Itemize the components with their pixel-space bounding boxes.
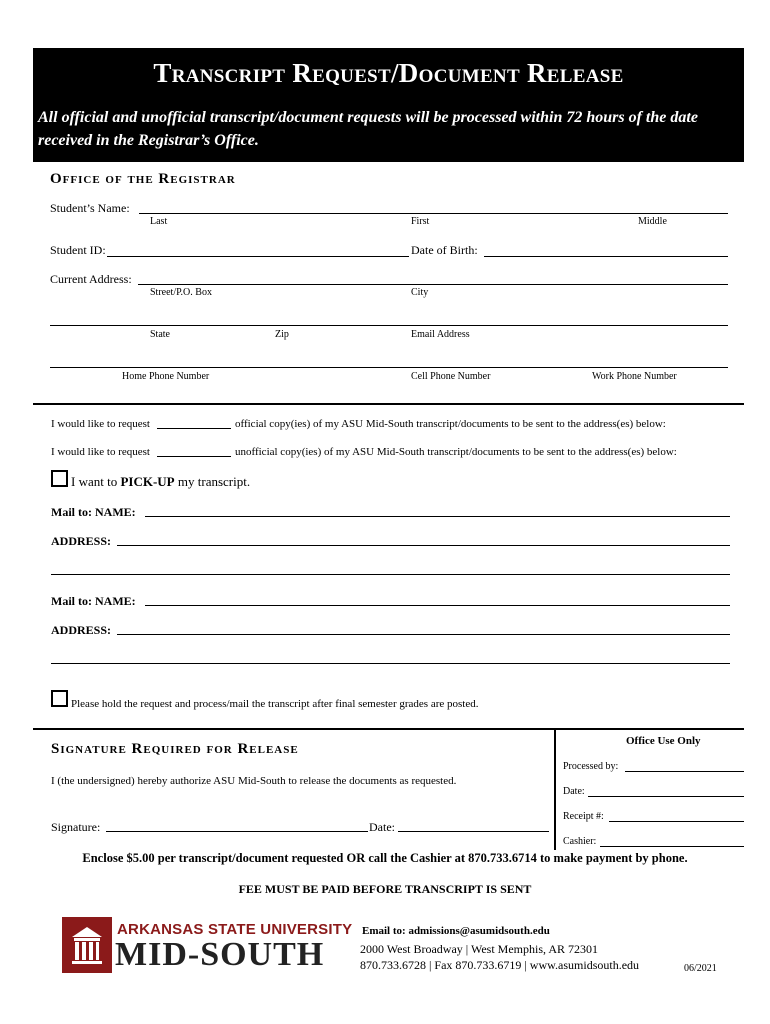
mail-name-field-2[interactable] <box>145 605 730 606</box>
signature-field[interactable] <box>106 831 368 832</box>
university-logo-icon <box>62 917 112 973</box>
form-title: Transcript Request/Document Release <box>153 58 624 88</box>
form-subtitle: All official and unofficial transcript/document requests will be processed within 72 hours of the date received in the Registrar’s Office. <box>38 109 698 149</box>
first-label: First <box>411 216 430 227</box>
last-label: Last <box>150 216 168 227</box>
office-date-field[interactable] <box>588 796 744 797</box>
pickup-post: my transcript. <box>177 474 251 489</box>
address-label: Current Address: <box>50 272 132 286</box>
processed-field[interactable] <box>625 771 744 772</box>
receipt-label: Receipt #: <box>563 811 604 822</box>
logo-line2: MID-SOUTH <box>115 936 325 973</box>
official-prefix: I would like to request <box>51 418 150 430</box>
unofficial-suffix: unofficial copy(ies) of my ASU Mid-South transcript/documents to be sent to the address(es) below: <box>235 446 677 458</box>
pickup-label <box>71 474 250 490</box>
pickup-bold: PICK-UP <box>120 474 175 489</box>
form-date: 06/2021 <box>684 963 717 974</box>
mail-name-field-1[interactable] <box>145 516 730 517</box>
student-name-field[interactable] <box>139 213 728 214</box>
email-line[interactable]: Email to: admissions@asumidsouth.edu <box>362 925 550 937</box>
official-count-field[interactable] <box>157 428 231 429</box>
cashier-field[interactable] <box>600 846 744 847</box>
address-label-2: ADDRESS: <box>51 623 112 637</box>
cashier-label: Cashier: <box>563 836 597 847</box>
student-name-label: Student’s Name: <box>50 201 130 215</box>
section-divider <box>33 403 744 405</box>
address-line: 2000 West Broadway | West Memphis, AR 72301 <box>360 942 599 956</box>
section-divider-2 <box>33 728 744 730</box>
address-label-1: ADDRESS: <box>51 534 112 548</box>
pickup-pre: I want to <box>71 474 118 489</box>
office-date-label: Date: <box>563 786 585 797</box>
cell-phone-label: Cell Phone Number <box>411 371 491 382</box>
address-field-2a[interactable] <box>117 634 730 635</box>
hold-label: Please hold the request and process/mail the transcript after final semester grades are posted. <box>71 698 479 710</box>
form-header <box>33 48 744 162</box>
state-label: State <box>150 329 170 340</box>
receipt-field[interactable] <box>609 821 744 822</box>
hold-checkbox[interactable] <box>51 690 68 707</box>
zip-label: Zip <box>275 329 289 340</box>
signature-date-label: Date: <box>369 820 395 834</box>
dob-label: Date of Birth: <box>411 243 478 257</box>
signature-date-field[interactable] <box>398 831 549 832</box>
enclose-text: Enclose $5.00 per transcript/document requested OR call the Cashier at 870.733.6714 to make payment by phone. <box>82 851 688 865</box>
processed-label: Processed by: <box>563 761 619 772</box>
office-heading: Office Use Only <box>626 735 701 747</box>
mail-name-label-2: Mail to: NAME: <box>51 594 136 608</box>
phone-line: 870.733.6728 | Fax 870.733.6719 | www.asumidsouth.edu <box>360 958 640 972</box>
work-phone-label: Work Phone Number <box>592 371 677 382</box>
address-field-1b[interactable] <box>51 574 730 575</box>
street-label: Street/P.O. Box <box>150 287 212 298</box>
signature-label: Signature: <box>51 820 101 834</box>
dob-field[interactable] <box>484 256 728 257</box>
city-label: City <box>411 287 429 298</box>
middle-label: Middle <box>638 216 667 227</box>
email-label: Email Address <box>411 329 470 340</box>
mail-name-label-1: Mail to: NAME: <box>51 505 136 519</box>
phone-field[interactable] <box>50 367 728 368</box>
office-divider <box>554 730 556 850</box>
home-phone-label: Home Phone Number <box>122 371 210 382</box>
student-id-label: Student ID: <box>50 243 106 257</box>
fee-text: FEE MUST BE PAID BEFORE TRANSCRIPT IS SENT <box>238 882 532 896</box>
signature-heading: Signature Required for Release <box>51 741 299 757</box>
street-field[interactable] <box>138 284 728 285</box>
official-suffix: official copy(ies) of my ASU Mid-South transcript/documents to be sent to the address(es) below: <box>235 418 666 430</box>
student-id-field[interactable] <box>107 256 409 257</box>
unofficial-prefix: I would like to request <box>51 446 150 458</box>
authorize-text: I (the undersigned) hereby authorize ASU Mid-South to release the documents as requested. <box>51 775 457 787</box>
state-zip-email-field[interactable] <box>50 325 728 326</box>
address-field-2b[interactable] <box>51 663 730 664</box>
unofficial-count-field[interactable] <box>157 456 231 457</box>
logo-line1: ARKANSAS STATE UNIVERSITY <box>117 921 353 938</box>
registrar-heading: Office of the Registrar <box>50 171 236 187</box>
pickup-checkbox[interactable] <box>51 470 68 487</box>
address-field-1a[interactable] <box>117 545 730 546</box>
